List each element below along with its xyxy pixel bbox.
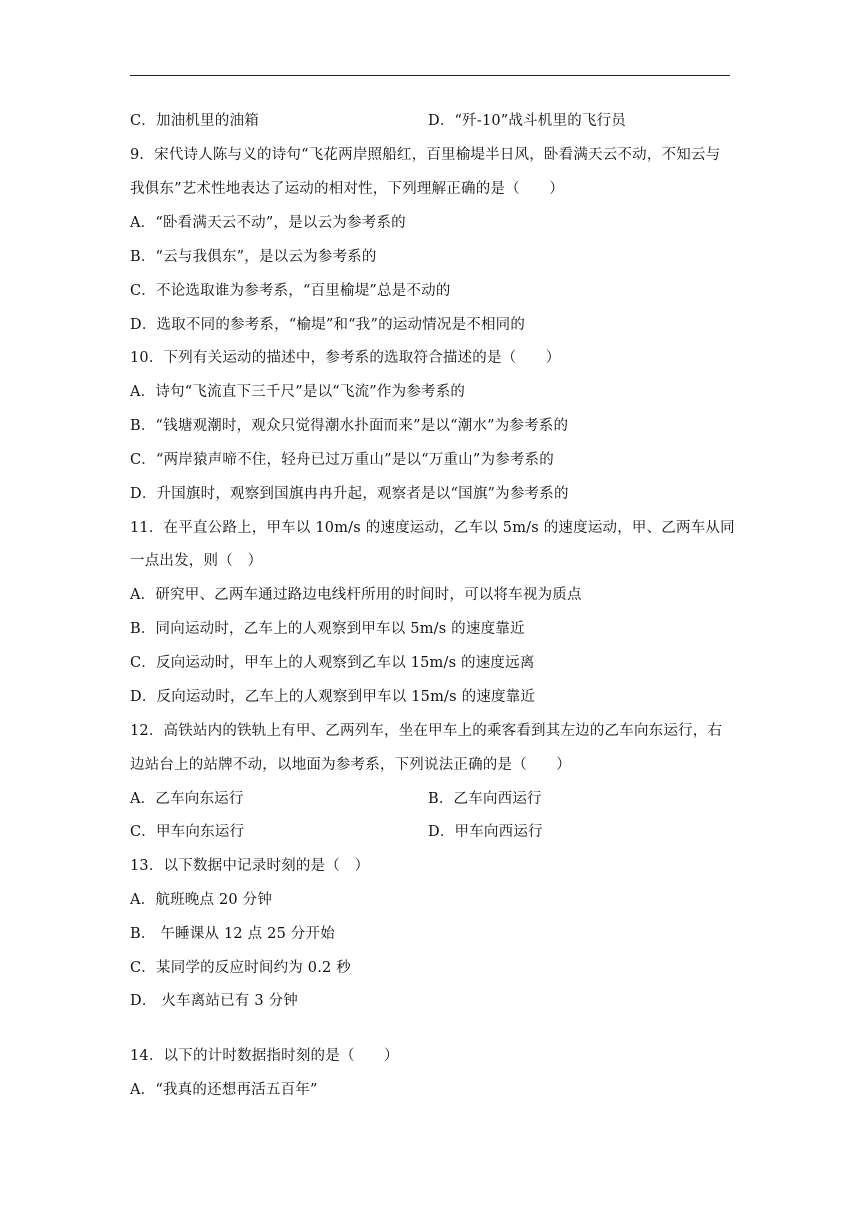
q12-option-d: D．甲车向西运行 (428, 824, 543, 840)
q11-option-d: D．反向运动时，乙车上的人观察到甲车以 15m/s 的速度靠近 (130, 689, 536, 705)
q13-option-b: B． 午睡课从 12 点 25 分开始 (130, 926, 335, 942)
q12-option-a: A．乙车向东运行 (130, 791, 244, 807)
q12-stem-line1: 12．高铁站内的铁轨上有甲、乙两列车，坐在甲车上的乘客看到其左边的乙车向东运行，右 (130, 723, 723, 739)
q14-option-a: A．“我真的还想再活五百年” (130, 1082, 318, 1098)
q8-option-d: D．“歼-10”战斗机里的飞行员 (428, 113, 627, 129)
q11-option-b: B．同向运动时，乙车上的人观察到甲车以 5m/s 的速度靠近 (130, 621, 525, 637)
q9-stem-line2: 我俱东”艺术性地表达了运动的相对性，下列理解正确的是（ ） (130, 181, 564, 197)
q11-option-c: C．反向运动时，甲车上的人观察到乙车以 15m/s 的速度远离 (130, 655, 535, 671)
q14-stem: 14．以下的计时数据指时刻的是（ ） (130, 1048, 399, 1064)
header-rule (130, 75, 730, 76)
q10-option-a: A．诗句“飞流直下三千尺”是以“飞流”作为参考系的 (130, 384, 466, 400)
q9-stem-line1: 9．宋代诗人陈与义的诗句“飞花两岸照船红，百里榆堤半日风，卧看满天云不动，不知云与 (130, 147, 721, 163)
q11-stem-line2: 一点出发，则（ ） (130, 553, 263, 569)
q11-option-a: A．研究甲、乙两车通过路边电线杆所用的时间时，可以将车视为质点 (130, 587, 582, 603)
q9-option-b: B．“云与我俱东”，是以云为参考系的 (130, 249, 377, 265)
q12-stem-line2: 边站台上的站牌不动，以地面为参考系，下列说法正确的是（ ） (130, 757, 571, 773)
q13-option-d: D． 火车离站已有 3 分钟 (130, 993, 298, 1009)
q8-option-c: C．加油机里的油箱 (130, 113, 259, 129)
q10-option-b: B．“钱塘观潮时，观众只觉得潮水扑面而来”是以“潮水”为参考系的 (130, 418, 569, 434)
q9-option-c: C．不论选取谁为参考系，“百里榆堤”总是不动的 (130, 283, 451, 299)
q11-stem-line1: 11．在平直公路上，甲车以 10m/s 的速度运动，乙车以 5m/s 的速度运动，甲、乙两车从同 (130, 520, 735, 536)
q13-option-a: A．航班晚点 20 分钟 (130, 892, 273, 908)
q12-option-b: B．乙车向西运行 (428, 791, 542, 807)
q12-option-c: C．甲车向东运行 (130, 824, 245, 840)
q13-option-c: C．某同学的反应时间约为 0.2 秒 (130, 960, 351, 976)
q10-option-d: D．升国旗时，观察到国旗冉冉升起，观察者是以“国旗”为参考系的 (130, 486, 569, 502)
q10-stem: 10．下列有关运动的描述中，参考系的选取符合描述的是（ ） (130, 350, 561, 366)
q9-option-d: D．选取不同的参考系，“榆堤”和“我”的运动情况是不相同的 (130, 317, 526, 333)
q9-option-a: A．“卧看满天云不动”，是以云为参考系的 (130, 215, 406, 231)
q13-stem: 13．以下数据中记录时刻的是（ ） (130, 858, 370, 874)
q10-option-c: C．“两岸猿声啼不住，轻舟已过万重山”是以“万重山”为参考系的 (130, 452, 554, 468)
